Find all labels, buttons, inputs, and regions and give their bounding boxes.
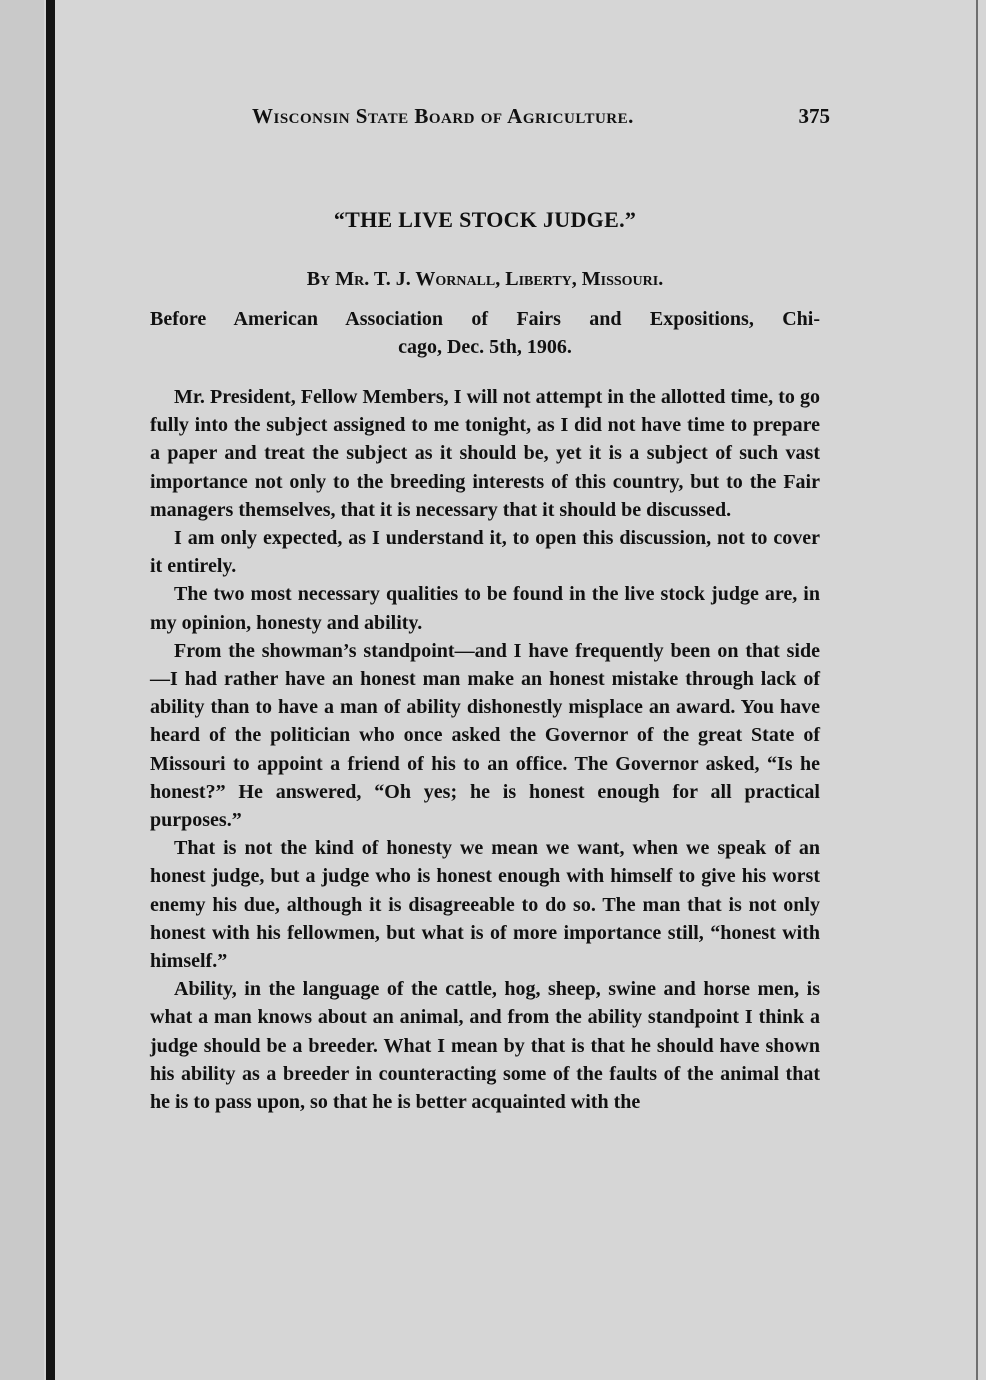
paragraph-2: I am only expected, as I understand it, to open this discussion, not to cover it entirely. — [150, 527, 820, 578]
paragraph-6: Ability, in the language of the cattle, hog, sheep, swine and horse men, is what a man knows about an animal, and from the ability standpoint I think a judge should be a breeder. What I mean by that is that he should have shown his ability as a breeder in counteracting some of the faults of the animal that he is to pass upon, so that he is better acquainted with the — [150, 978, 820, 1114]
paragraph-1: Mr. President, Fellow Members, I will not attempt in the allotted time, to go fully into the subject assigned to me tonight, as I did not have time to prepare a paper and treat the subject as it should be, yet it is a subject of such vast importance not only to the breeding interests of this country, but to the Fair managers themselves, that it is necessary that it should be discussed. — [150, 386, 820, 521]
occasion-line-1: Before American Association of Fairs and Expositions, Chi- — [150, 308, 820, 330]
paragraph-3: The two most necessary qualities to be found in the live stock judge are, in my opinion, honesty and ability. — [150, 583, 820, 634]
occasion-line-2: cago, Dec. 5th, 1906. — [398, 336, 572, 358]
article-occasion — [150, 305, 820, 361]
right-page-edge — [976, 0, 978, 1380]
running-head: Wisconsin State Board of Agriculture. — [252, 104, 634, 128]
binding-edge — [46, 0, 55, 1380]
article-body — [150, 383, 820, 1116]
paragraph-5: That is not the kind of honesty we mean we want, when we speak of an honest judge, but a judge who is honest enough with himself to give his worst enemy his due, although it is disagreeable to do so. The man that is not only honest with his fellowmen, but what is of more importance still, “honest with himself.” — [150, 837, 820, 973]
left-page-margin — [0, 0, 44, 1380]
paragraph-4: From the showman’s standpoint—and I have frequently been on that side—I had rather have an honest man make an honest mistake through lack of ability than to have a man of ability dishonestly misplace an award. You have heard of the politician who once asked the Governor of the great State of Missouri to appoint a friend of his to an office. The Governor asked, “Is he honest?” He answered, “Oh yes; he is honest enough for all practical purposes.” — [150, 639, 820, 832]
page-header — [252, 104, 830, 136]
article-author: By Mr. T. J. Wornall, Liberty, Missouri. — [306, 268, 664, 290]
page-number: 375 — [798, 104, 830, 128]
article-title: “THE LIVE STOCK JUDGE.” — [333, 207, 637, 232]
